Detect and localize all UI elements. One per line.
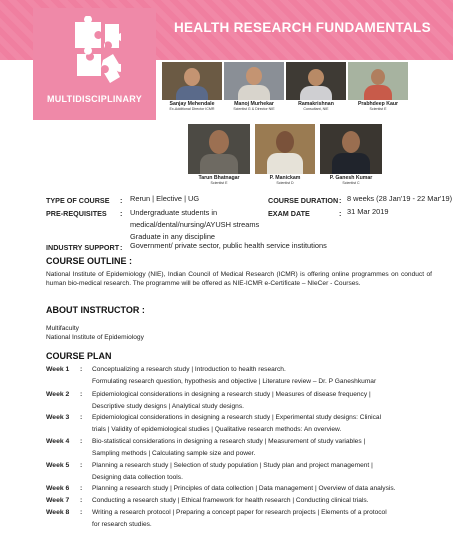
- week-8-line-1: Writing a research protocol | Preparing a concept paper for research projects | Elements of a protocol: [92, 509, 387, 516]
- course-plan-heading: COURSE PLAN: [46, 351, 112, 361]
- week-5-label: Week 5: [46, 462, 70, 469]
- course-outline-heading: COURSE OUTLINE :: [46, 256, 133, 266]
- exam-date-label: EXAM DATE: [268, 209, 310, 218]
- week-2-line-2: Descriptive study designs | Analytical study designs.: [92, 403, 244, 410]
- multidisciplinary-label: MULTIDISCIPLINARY: [46, 94, 143, 104]
- industry-support-label: INDUSTRY SUPPORT: [46, 243, 120, 252]
- week-1-line-2: Formulating research question, hypothesis and objective | Literature review – Dr. P Ganeshkumar: [92, 378, 377, 385]
- instructor-photo-5: [188, 124, 250, 174]
- week-5-line-2: Designing data collection tools.: [92, 474, 183, 481]
- instructor-role-2: Scientist G & Director NIE: [233, 107, 275, 111]
- colon: :: [339, 196, 342, 205]
- week-2-line-1: Epidemiological considerations in designing a research study | Measures of disease frequency |: [92, 391, 371, 398]
- instructor-name-1: Sanjay Mehendale: [169, 101, 215, 107]
- colon: :: [339, 209, 342, 218]
- week-4-label: Week 4: [46, 438, 70, 445]
- industry-support-value: Government/ private sector, public health service institutions: [130, 241, 327, 250]
- discipline-badge: [33, 8, 156, 120]
- instructor-role-4: Scientist E: [369, 107, 387, 111]
- instructor-name-2: Manoj Murhekar: [234, 101, 274, 107]
- course-duration-label: COURSE DURATION: [268, 196, 339, 205]
- colon: :: [120, 209, 123, 218]
- prerequisites-line-1: Undergraduate students in: [130, 208, 218, 217]
- instructor-name-7: P. Ganesh Kumar: [329, 175, 373, 181]
- course-outline-text: National Institute of Epidemiology (NIE), Indian Council of Medical Research (ICMR) is offering online programmes on conduct of human bio-medical research. The programme will be offered as NIE-ICMR e-Certificate – NIeCer - Courses.: [46, 271, 432, 288]
- instructor-role-5: Scientist E: [210, 181, 228, 185]
- colon: :: [80, 391, 83, 398]
- instructor-photo-7: [320, 124, 382, 174]
- week-1-label: Week 1: [46, 366, 70, 373]
- colon: :: [80, 497, 83, 504]
- week-8-label: Week 8: [46, 509, 70, 516]
- page-title: HEALTH RESEARCH FUNDAMENTALS: [174, 20, 431, 35]
- colon: :: [80, 438, 83, 445]
- prerequisites-label: PRE-REQUISITES: [46, 209, 107, 218]
- week-4-line-1: Bio-statistical considerations in designing a research study | Measurement of study variables |: [92, 438, 366, 445]
- week-5-line-1: Planning a research study | Selection of study population | Study plan and project management |: [92, 462, 373, 469]
- instructor-line-2: National Institute of Epidemiology: [46, 334, 144, 341]
- week-6-line-1: Planning a research study | Principles of data collection | Data management | Overview of data analysis.: [92, 485, 396, 492]
- colon: :: [120, 196, 123, 205]
- about-instructor-heading: ABOUT INSTRUCTOR :: [46, 305, 145, 315]
- instructor-photo-4: [348, 62, 408, 100]
- instructor-photo-3: [286, 62, 346, 100]
- type-of-course-value: Rerun | Elective | UG: [130, 194, 200, 203]
- instructor-photo-2: [224, 62, 284, 100]
- instructor-role-3: Consultant, NIE: [303, 107, 329, 111]
- prerequisites-line-3: Graduate in any discipline: [130, 232, 216, 241]
- colon: :: [80, 414, 83, 421]
- week-8-line-2: for research studies.: [92, 521, 152, 528]
- instructor-name-5: Tarun Bhatnagar: [198, 175, 240, 181]
- instructor-photo-6: [255, 124, 315, 174]
- instructor-name-6: P. Manickam: [269, 175, 301, 181]
- instructor-line-1: Multifaculty: [46, 325, 79, 332]
- colon: :: [120, 243, 123, 252]
- week-3-label: Week 3: [46, 414, 70, 421]
- colon: :: [80, 366, 83, 373]
- colon: :: [80, 509, 83, 516]
- course-duration-value: 8 weeks (28 Jan'19 - 22 Mar'19): [347, 194, 453, 203]
- week-4-line-2: Sampling methods | Calculating sample size and power.: [92, 450, 256, 457]
- week-7-label: Week 7: [46, 497, 70, 504]
- colon: :: [80, 485, 83, 492]
- week-6-label: Week 6: [46, 485, 70, 492]
- week-1-line-1: Conceptualizing a research study | Introduction to health research.: [92, 366, 286, 373]
- week-3-line-1: Epidemiological considerations in designing a research study | Experimental study designs: Clinical: [92, 414, 382, 421]
- instructor-role-7: Scientist C: [342, 181, 360, 185]
- week-3-line-2: trials | Validity of epidemiological studies | Qualitative research methods: An overview.: [92, 426, 342, 433]
- prerequisites-line-2: medical/dental/nursing/AYUSH streams: [130, 220, 260, 229]
- instructor-name-4: Prabhdeep Kaur: [357, 101, 399, 107]
- week-7-line-1: Conducting a research study | Ethical framework for health research | Conducting clinical trials.: [92, 497, 369, 504]
- colon: :: [80, 462, 83, 469]
- instructor-name-3: Ramakrishnan: [298, 101, 334, 107]
- puzzle-pieces-icon: [71, 16, 121, 86]
- type-of-course-label: TYPE OF COURSE: [46, 196, 110, 205]
- exam-date-value: 31 Mar 2019: [347, 207, 389, 216]
- week-2-label: Week 2: [46, 391, 70, 398]
- instructor-role-6: Scientist D: [276, 181, 294, 185]
- instructor-role-1: Ex-Additional Director ICMR: [169, 107, 215, 111]
- instructor-photo-1: [162, 62, 222, 100]
